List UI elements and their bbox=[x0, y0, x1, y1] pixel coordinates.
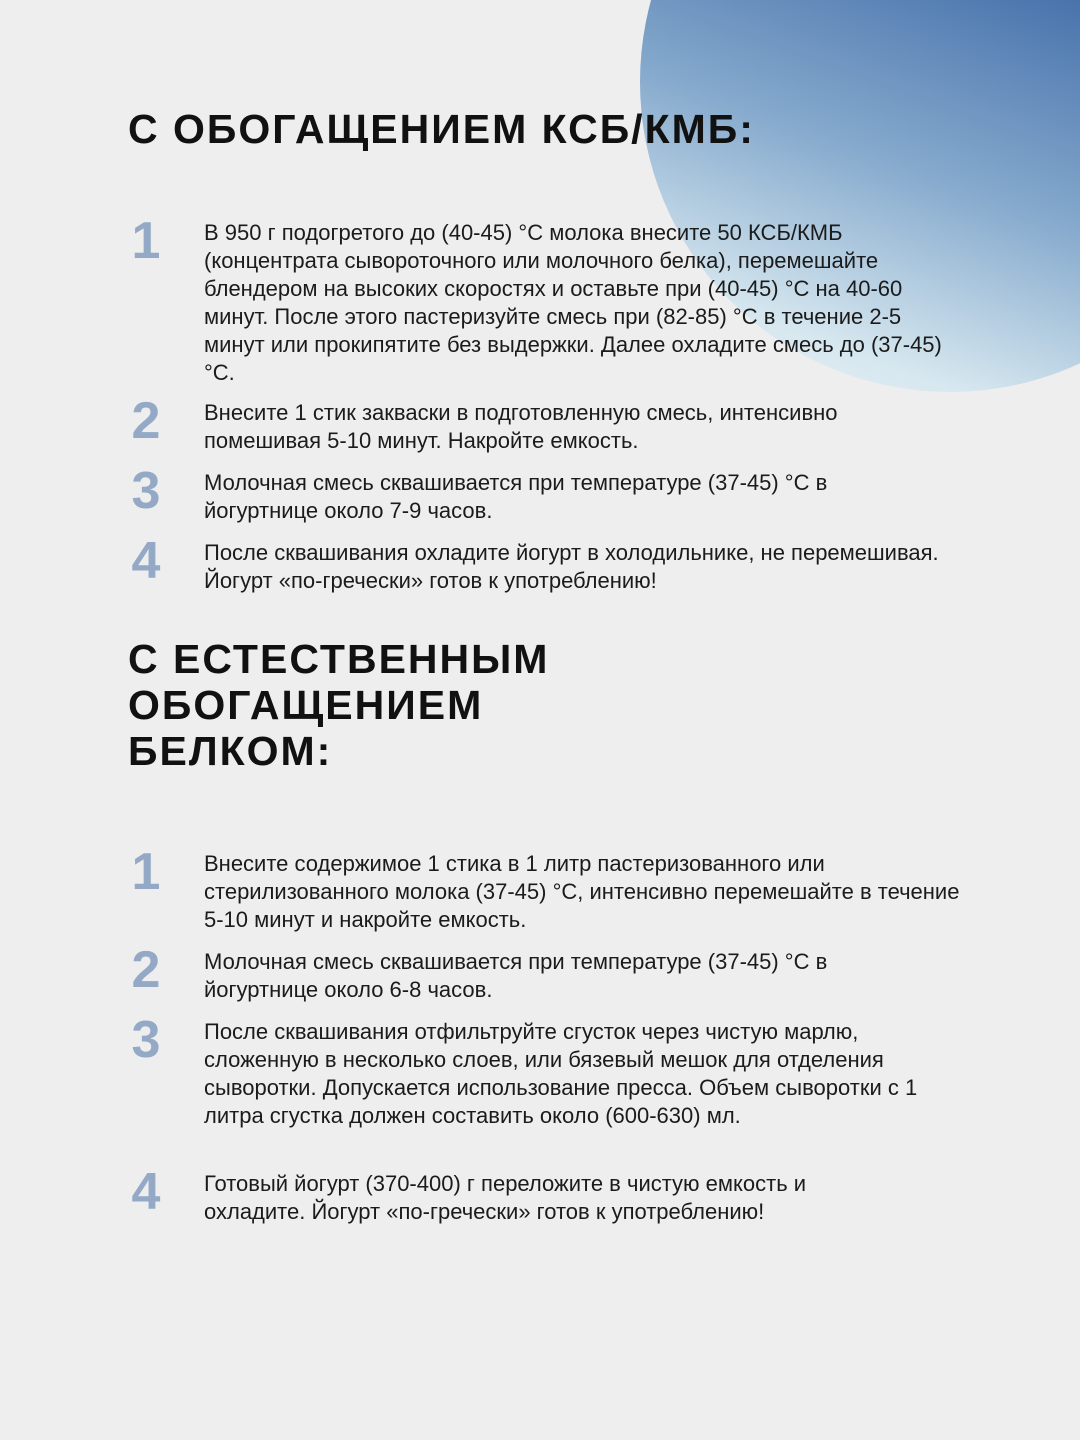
step-item bbox=[0, 941, 1080, 1018]
step-text: Готовый йогурт (370-400) г переложите в чистую емкость и охладите. Йогурт «по-гречески» готов к употреблению! bbox=[204, 1171, 807, 1224]
section-heading: С ОБОГАЩЕНИЕМ КСБ/КМБ: bbox=[128, 106, 755, 152]
step-text: Молочная смесь сквашивается при температуре (37-45) °С в йогуртнице около 7-9 часов. bbox=[204, 470, 828, 523]
step-item bbox=[0, 1163, 1080, 1230]
step-item bbox=[0, 212, 1080, 399]
step-item bbox=[0, 843, 1080, 948]
step-text: Молочная смесь сквашивается при температуре (37-45) °С в йогуртнице около 6-8 часов. bbox=[204, 949, 828, 1002]
step-item bbox=[0, 1011, 1080, 1170]
step-number: 4 bbox=[131, 532, 161, 590]
steps-list bbox=[0, 843, 1080, 1230]
step-number: 2 bbox=[131, 941, 161, 999]
step-number: 2 bbox=[131, 392, 161, 450]
steps-list bbox=[0, 212, 1080, 599]
step-number: 4 bbox=[131, 1163, 161, 1221]
step-text: После сквашивания отфильтруйте сгусток через чистую марлю, сложенную в несколько слоев, или бязевый мешок для отделения сыворотки. Допускается использование пресса. Объем сыворотки с 1 литра сгустка должен составить около (600-630) мл. bbox=[204, 1019, 918, 1128]
step-number: 1 bbox=[131, 843, 161, 901]
step-number: 1 bbox=[131, 212, 161, 270]
step-text: В 950 г подогретого до (40-45) °С молока внесите 50 КСБ/КМБ (концентрата сывороточного или молочного белка), перемешайте блендером на высоких скоростях и оставьте при (40-45) °С на 40-60 минут. После этого пастеризуйте смесь при (82-85) °С в течение 2-5 минут или прокипятите без выдержки. Далее охладите смесь до (37-45) °С. bbox=[204, 220, 942, 385]
step-number: 3 bbox=[131, 462, 161, 520]
step-text: Внесите 1 стик закваски в подготовленную смесь, интенсивно помешивая 5-10 минут. Накройте емкость. bbox=[204, 400, 838, 453]
section-natural-protein bbox=[0, 636, 1080, 1230]
step-text: Внесите содержимое 1 стика в 1 литр пастеризованного или стерилизованного молока (37-45) °С, интенсивно перемешайте в течение 5-10 минут и накройте емкость. bbox=[204, 851, 960, 932]
section-ksb-kmb bbox=[0, 106, 1080, 599]
step-item bbox=[0, 532, 1080, 599]
step-text: После сквашивания охладите йогурт в холодильнике, не перемешивая. Йогурт «по-гречески» готов к употреблению! bbox=[204, 540, 939, 593]
step-item bbox=[0, 392, 1080, 469]
step-number: 3 bbox=[131, 1011, 161, 1069]
step-item bbox=[0, 462, 1080, 539]
section-heading: С ЕСТЕСТВЕННЫМ ОБОГАЩЕНИЕМ БЕЛКОМ: bbox=[128, 636, 550, 774]
